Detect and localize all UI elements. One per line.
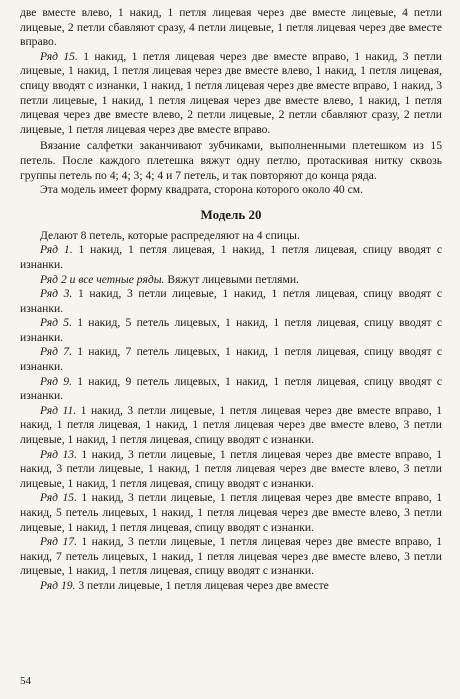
paragraph-row	[20, 287, 442, 316]
row-text: 3 петли лицевые, 1 петля лицевая через две вместе	[75, 578, 329, 592]
paragraph-row	[20, 448, 442, 492]
paragraph-intro: Делают 8 петель, которые распределяют на 4 спицы.	[40, 228, 300, 242]
row-label: Ряд 11.	[40, 403, 77, 417]
row-label: Ряд 5.	[40, 316, 72, 330]
row-text: 1 накид, 1 петля лицевая, 1 накид, 1 петля лицевая, спицу вводят с изнанки.	[20, 243, 442, 271]
row-text: 1 накид, 7 петель лицевых, 1 накид, 1 петля лицевая, спицу вводят с изнанки.	[20, 345, 442, 374]
paragraph-row	[20, 404, 442, 448]
paragraph-row	[20, 273, 442, 288]
row-label: Ряд 13.	[40, 447, 77, 461]
paragraph-row	[20, 491, 442, 535]
row-text: 1 накид, 3 петли лицевые, 1 петля лицевая через две вместе вправо, 1 накид, 7 петель лицевых, 1 накид, 1 петля лицевая через две вместе влево, 3 петли лицевые, 1 накид, 1 петля лицевая, спицу вводят с изнанки.	[20, 535, 442, 578]
paragraph-continued	[20, 6, 442, 50]
row-text: 1 накид, 1 петля лицевая через две вместе вправо, 1 накид, 3 петли лицевые, 1 накид, 1 петля лицевая через две вместе влево, 1 накид, 1 петля лицевая, спицу вводят с изнанки, 1 накид, 1 петля лицевая через две вместе вправо, 1 накид, 3 петли лицевые, 1 накид, 1 петля лицевая через две вместе влево, 1 накид, 1 петля лицевая через две вместе влево, 2 петли лицевые, 2 петли сбавляют сразу, 2 петли лицевые, 1 петля лицевая через две вместе вправо.	[20, 49, 442, 136]
paragraph-row	[20, 345, 442, 374]
page-number: 54	[20, 675, 31, 687]
paragraph-row	[20, 375, 442, 404]
row-text: 1 накид, 3 петли лицевые, 1 петля лицевая через две вместе вправо, 1 накид, 1 петля лицевая, 1 накид, 1 петля лицевая через две вместе влево, 3 петли лицевые, 1 накид, 1 петля лицевая, спицу вводят с изнанки.	[20, 403, 443, 447]
paragraph-closing: Вязание салфетки заканчивают зубчиками, выполненными плетешком из 15 петель. После каждого плетешка вяжут одну петлю, протаскивая нитку сквозь группы петель по 4; 4; 3; 4; 4 и 7 петель, и так повторяют до конца ряда.	[20, 139, 442, 182]
row-label: Ряд 3.	[40, 287, 73, 301]
row-text: 1 накид, 5 петель лицевых, 1 накид, 1 петля лицевая, спицу вводят с изнанки.	[20, 316, 442, 344]
row-label: Ряд 7.	[40, 345, 72, 359]
row-text: 1 накид, 3 петли лицевые, 1 петля лицевая через две вместе вправо, 1 накид, 3 петли лицевые, 1 накид, 1 петля лицевая через две вместе влево, 3 петли лицевые, 1 накид, 1 петля лицевая, спицу вводят с изнанки.	[20, 447, 442, 490]
paragraph-closing: Эта модель имеет форму квадрата, сторона которого около 40 см.	[40, 183, 363, 197]
row-label: Ряд 2 и все четные ряды.	[40, 272, 165, 286]
paragraph-row-15-prev	[20, 50, 442, 138]
paragraph-row	[20, 579, 442, 594]
paragraph-row	[20, 316, 442, 345]
row-label: Ряд 15.	[40, 491, 77, 505]
paragraph-row	[20, 243, 442, 272]
row-text: 1 накид, 3 петли лицевые, 1 накид, 1 петля лицевая, спицу вводят с изнанки.	[20, 287, 442, 315]
model-heading: Модель 20	[200, 206, 262, 222]
row-label: Ряд 19.	[40, 578, 76, 592]
row-label: Ряд 1.	[40, 243, 73, 257]
row-label: Ряд 15.	[40, 49, 78, 63]
paragraph-text: две вместе влево, 1 накид, 1 петля лицевая через две вместе лицевые, 4 петли лицевые, 2 петли сбавляют сразу, 4 петли лицевые, 1 петля лицевая через две вместе вправо.	[20, 6, 442, 49]
paragraph-row	[20, 535, 442, 579]
row-label: Ряд 17.	[40, 535, 77, 549]
row-text: Вяжут лицевыми петлями.	[164, 272, 299, 286]
row-text: 1 накид, 9 петель лицевых, 1 накид, 1 петля лицевая, спицу вводят с изнанки.	[20, 374, 442, 403]
row-text: 1 накид, 3 петли лицевые, 1 петля лицевая через две вместе вправо, 1 накид, 5 петель лицевых, 1 накид, 1 петля лицевая через две вместе влево, 3 петли лицевые, 1 накид, 1 петля лицевая, спицу вводят с изнанки.	[20, 491, 442, 534]
row-label: Ряд 9.	[40, 374, 72, 388]
